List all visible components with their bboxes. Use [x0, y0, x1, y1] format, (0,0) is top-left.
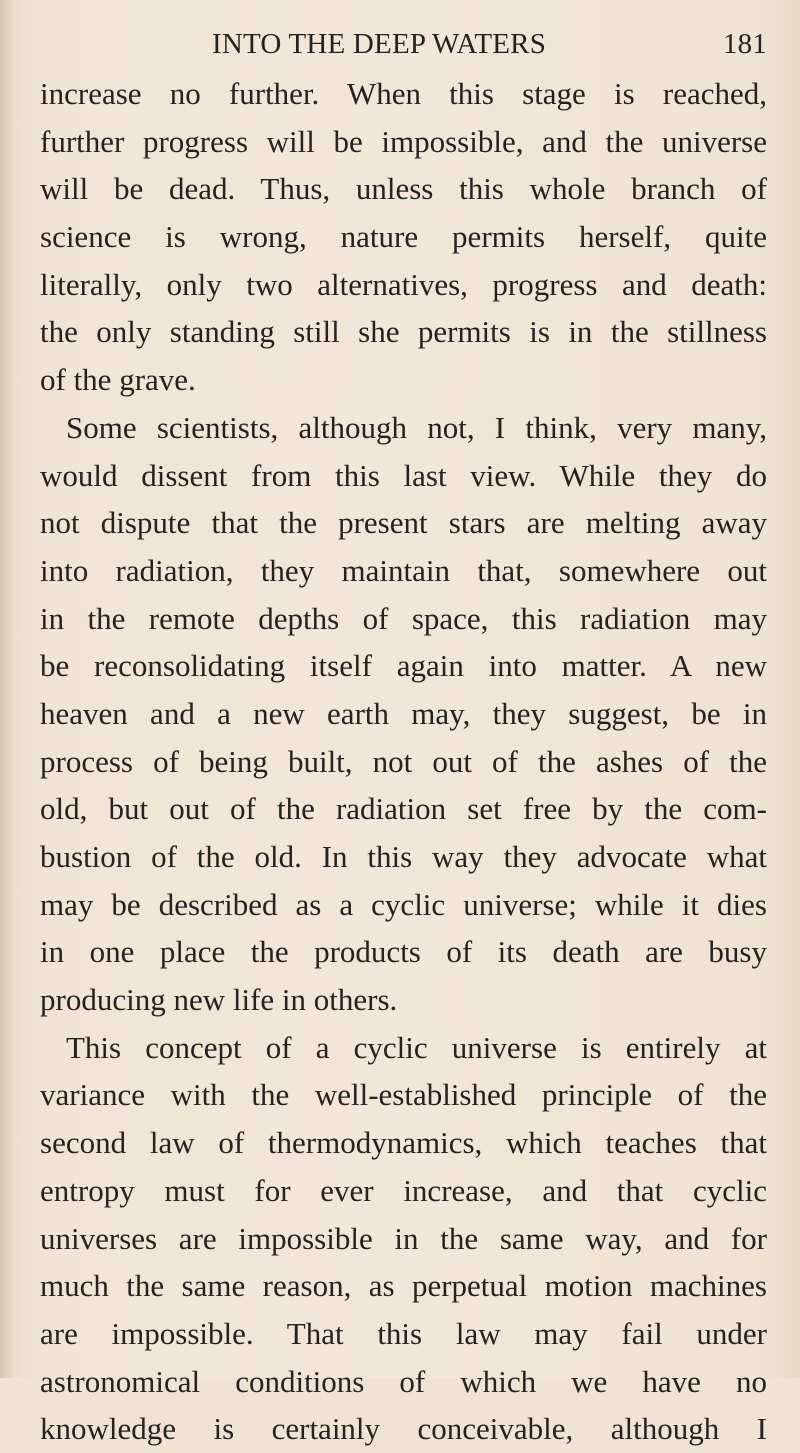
text-line: increase no further. When this stage is reached, [40, 76, 767, 111]
text-line: are impossible. That this law may fail under [40, 1315, 767, 1351]
running-head [40, 24, 767, 64]
text-line: This concept of a cyclic universe is entirely at [66, 1029, 767, 1065]
text-line: further progress will be impossible, and the universe [40, 123, 767, 159]
text-line: literally, only two alternatives, progress and death: [40, 266, 767, 302]
text-line: heaven and a new earth may, they suggest, be in [40, 695, 767, 731]
text-line: astronomical conditions of which we have no [40, 1363, 767, 1399]
text-line: bustion of the old. In this way they advocate what [40, 839, 767, 874]
running-title: INTO THE DEEP WATERS [212, 28, 547, 60]
text-line: not dispute that the present stars are melting away [40, 505, 767, 541]
text-line: variance with the well-established principle of the [40, 1077, 767, 1113]
text-line: in one place the products of its death are busy [40, 934, 767, 970]
page-number: 181 [722, 28, 767, 60]
text-line: of the grave. [40, 362, 196, 398]
text-line: into radiation, they maintain that, somewhere out [40, 552, 767, 588]
text-line: knowledge is certainly conceivable, although I [40, 1411, 767, 1447]
text-line: in the remote depths of space, this radiation may [40, 600, 767, 636]
text-line: process of being built, not out of the ashes of the [40, 743, 767, 779]
text-line: producing new life in others. [40, 982, 398, 1018]
text-line: will be dead. Thus, unless this whole branch of [40, 171, 767, 207]
text-line: Some scientists, although not, I think, very many, [66, 409, 767, 445]
text-line: the only standing still she permits is in the stillness [40, 314, 767, 350]
text-line: entropy must for ever increase, and that cyclic [40, 1172, 767, 1208]
text-line: science is wrong, nature permits herself, quite [40, 219, 767, 255]
body-text [40, 70, 767, 1453]
text-line: second law of thermodynamics, which teaches that [40, 1125, 767, 1161]
text-line: may be described as a cyclic universe; while it dies [40, 886, 767, 922]
text-line: be reconsolidating itself again into matter. A new [40, 648, 767, 684]
text-line: old, but out of the radiation set free by the com- [40, 791, 767, 827]
text-line: would dissent from this last view. While they do [40, 457, 767, 493]
text-line: much the same reason, as perpetual motion machines [40, 1268, 767, 1304]
page-gutter-shadow [0, 0, 14, 1378]
text-line: universes are impossible in the same way, and for [40, 1220, 767, 1256]
